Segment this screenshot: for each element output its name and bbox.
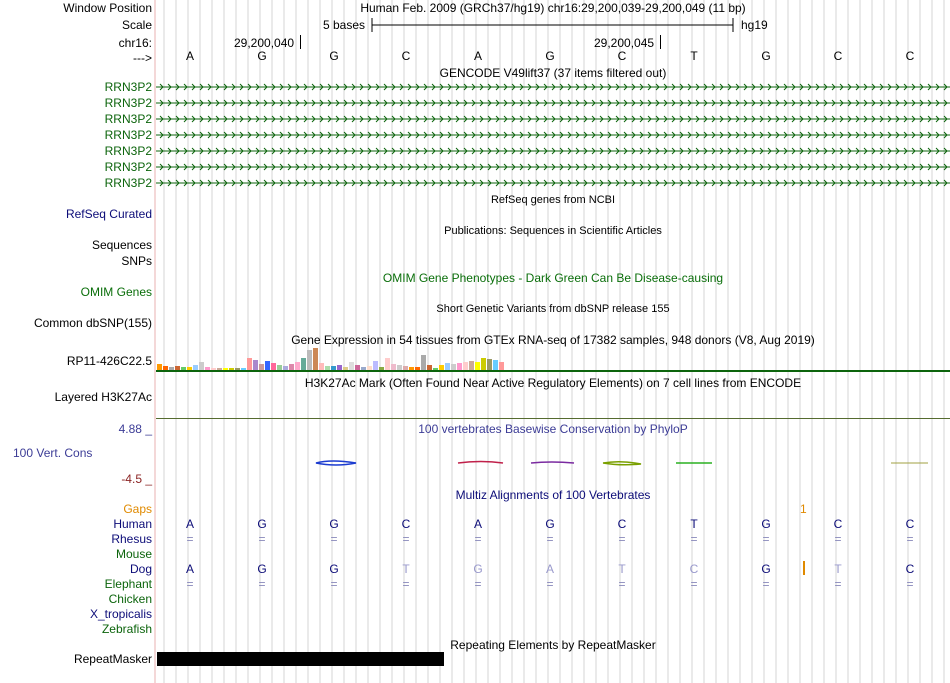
- h3k27-title: H3K27Ac Mark (Often Found Near Active Regulatory Elements) on 7 cell lines from ENCODE: [304, 376, 802, 390]
- sequences-label[interactable]: Sequences: [91, 238, 152, 252]
- gtex-tissue-bar: [169, 367, 174, 370]
- aligned-base: =: [186, 532, 194, 546]
- gtex-tissue-bar: [283, 366, 288, 370]
- repeat-label[interactable]: RepeatMasker: [73, 652, 152, 666]
- scale-bar: [370, 16, 736, 34]
- aligned-base: C: [617, 517, 627, 531]
- gtex-tissue-bar: [475, 362, 480, 370]
- gtex-tissue-bar: [373, 361, 378, 370]
- dbsnp-title: Short Genetic Variants from dbSNP release 155: [436, 303, 670, 315]
- aligned-base: G: [473, 562, 483, 576]
- gtex-tissue-bar: [313, 348, 318, 370]
- gtex-tissue-bar: [385, 358, 390, 370]
- gtex-tissue-bar: [301, 358, 306, 370]
- gtex-tissue-bar: [175, 366, 180, 370]
- aligned-base: G: [257, 517, 267, 531]
- aligned-base: =: [546, 532, 554, 546]
- assembly-label: hg19: [741, 18, 768, 32]
- aligned-base: C: [401, 517, 411, 531]
- omim-title: OMIM Gene Phenotypes - Dark Green Can Be Disease-causing: [382, 271, 724, 285]
- gencode-gene-label[interactable]: RRN3P2: [104, 160, 152, 174]
- gtex-tissue-bar: [409, 367, 414, 370]
- coord-label-1: 29,200,040: [234, 36, 295, 50]
- aligned-base: =: [402, 532, 410, 546]
- window-position-label: Window Position: [63, 1, 152, 15]
- aligned-base: =: [402, 577, 410, 591]
- gtex-tissue-bar: [499, 362, 504, 370]
- base-letter: A: [473, 49, 482, 63]
- base-letter: C: [833, 49, 843, 63]
- cons-label[interactable]: 100 Vert. Cons: [13, 446, 93, 460]
- gencode-gene-label[interactable]: RRN3P2: [104, 128, 152, 142]
- gencode-gene-line[interactable]: [156, 114, 950, 124]
- snps-label[interactable]: SNPs: [121, 254, 152, 268]
- base-letter: A: [185, 49, 194, 63]
- gencode-gene-line[interactable]: [156, 178, 950, 188]
- gtex-tissue-bar: [235, 368, 240, 370]
- gencode-gene-label[interactable]: RRN3P2: [104, 112, 152, 126]
- gencode-gene-label[interactable]: RRN3P2: [104, 144, 152, 158]
- gtex-tissue-bar: [295, 362, 300, 370]
- gtex-tissue-bar: [463, 362, 468, 370]
- aligned-base: =: [474, 532, 482, 546]
- aligned-base: =: [330, 532, 338, 546]
- gencode-gene-line[interactable]: [156, 82, 950, 92]
- dog-gap-marker: [803, 561, 805, 575]
- aligned-base: T: [618, 562, 626, 576]
- aligned-base: =: [330, 577, 338, 591]
- gtex-tissue-bar: [211, 368, 216, 370]
- dbsnp-label[interactable]: Common dbSNP(155): [33, 316, 152, 330]
- refseq-label[interactable]: RefSeq Curated: [65, 207, 152, 221]
- gtex-tissue-bar: [487, 359, 492, 370]
- window-position-value: Human Feb. 2009 (GRCh37/hg19) chr16:29,200,039-29,200,049 (11 bp): [360, 1, 746, 15]
- strand-label: --->: [133, 51, 152, 65]
- gtex-tissue-bar: [397, 365, 402, 370]
- aligned-base: G: [329, 562, 339, 576]
- gtex-tissue-bar: [319, 363, 324, 370]
- aligned-base: =: [690, 577, 698, 591]
- gtex-tissue-bar: [199, 362, 204, 370]
- gencode-gene-label[interactable]: RRN3P2: [104, 80, 152, 94]
- aligned-base: G: [761, 517, 771, 531]
- aligned-base: =: [546, 577, 554, 591]
- multiz-title: Multiz Alignments of 100 Vertebrates: [455, 488, 651, 502]
- gtex-tissue-bar: [445, 363, 450, 370]
- aligned-base: A: [473, 517, 482, 531]
- base-letter: C: [617, 49, 627, 63]
- aligned-base: G: [257, 562, 267, 576]
- coord-tick-1: [300, 35, 301, 49]
- gtex-tissue-bar: [367, 366, 372, 370]
- species-label-mouse[interactable]: Mouse: [115, 547, 152, 561]
- aligned-base: T: [834, 562, 842, 576]
- gtex-tissue-bar: [331, 366, 336, 370]
- aligned-base: =: [258, 532, 266, 546]
- gtex-tissue-bar: [343, 367, 348, 370]
- gtex-tissue-bar: [247, 358, 252, 370]
- gtex-tissue-bar: [223, 368, 228, 370]
- aligned-base: T: [402, 562, 410, 576]
- gtex-tissue-bar: [337, 365, 342, 370]
- gtex-tissue-bar: [253, 360, 258, 370]
- aligned-base: =: [834, 532, 842, 546]
- cons-max-label: 4.88 _: [118, 422, 152, 436]
- gtex-tissue-bar: [439, 365, 444, 370]
- gtex-tissue-bar: [307, 350, 312, 370]
- species-label-elephant[interactable]: Elephant: [104, 577, 152, 591]
- scale-label: Scale: [121, 18, 152, 32]
- species-label-x_tropicalis[interactable]: X_tropicalis: [89, 607, 152, 621]
- aligned-base: =: [186, 577, 194, 591]
- gtex-tissue-bar: [493, 360, 498, 370]
- pubs-title: Publications: Sequences in Scientific Articles: [444, 225, 662, 237]
- species-label-chicken[interactable]: Chicken: [108, 592, 152, 606]
- gtex-tissue-bar: [187, 367, 192, 370]
- base-letter: G: [761, 49, 771, 63]
- gtex-tissue-bar: [163, 366, 168, 370]
- aligned-base: C: [689, 562, 699, 576]
- aligned-base: =: [762, 577, 770, 591]
- base-letter: T: [690, 49, 698, 63]
- aligned-base: C: [833, 517, 843, 531]
- aligned-base: G: [761, 562, 771, 576]
- gencode-gene-line[interactable]: [156, 98, 950, 108]
- gtex-tissue-bar: [241, 368, 246, 370]
- gtex-tissue-bar: [451, 364, 456, 370]
- aligned-base: =: [618, 532, 626, 546]
- aligned-base: T: [690, 517, 698, 531]
- h3k27-label[interactable]: Layered H3K27Ac: [54, 390, 152, 404]
- aligned-base: =: [762, 532, 770, 546]
- gtex-expression-bars[interactable]: [156, 346, 950, 372]
- base-letter: C: [401, 49, 411, 63]
- gtex-tissue-bar: [361, 367, 366, 370]
- gencode-gene-line[interactable]: [156, 130, 950, 140]
- gtex-tissue-bar: [265, 361, 270, 370]
- aligned-base: =: [474, 577, 482, 591]
- gtex-tissue-bar: [349, 362, 354, 370]
- repeat-element-block[interactable]: [157, 652, 444, 666]
- gtex-tissue-bar: [217, 368, 222, 370]
- gtex-tissue-bar: [457, 363, 462, 370]
- species-label-rhesus[interactable]: Rhesus: [111, 532, 152, 546]
- aligned-base: C: [905, 562, 915, 576]
- gtex-label[interactable]: RP11-426C22.5: [66, 354, 152, 368]
- aligned-base: =: [618, 577, 626, 591]
- gtex-tissue-bar: [289, 364, 294, 370]
- h3k27-baseline: [156, 418, 950, 419]
- gencode-gene-line[interactable]: [156, 146, 950, 156]
- species-label-zebrafish[interactable]: Zebrafish: [101, 622, 152, 636]
- cons-min-label: -4.5 _: [121, 472, 152, 486]
- gtex-tissue-bar: [193, 365, 198, 370]
- gtex-tissue-bar: [205, 367, 210, 370]
- cons-title: 100 vertebrates Basewise Conservation by PhyloP: [418, 422, 688, 436]
- aligned-base: C: [905, 517, 915, 531]
- aligned-base: =: [258, 577, 266, 591]
- coord-label-2: 29,200,045: [594, 36, 655, 50]
- gencode-gene-label[interactable]: RRN3P2: [104, 96, 152, 110]
- base-letter: G: [257, 49, 267, 63]
- species-label-dog[interactable]: Dog: [129, 562, 152, 576]
- aligned-base: G: [545, 517, 555, 531]
- scale-text: 5 bases: [323, 18, 366, 32]
- gaps-marker: 1: [800, 502, 807, 516]
- species-label-human[interactable]: Human: [113, 517, 152, 531]
- gtex-tissue-bar: [259, 364, 264, 370]
- base-letter: G: [329, 49, 339, 63]
- gtex-tissue-bar: [469, 361, 474, 370]
- gtex-tissue-bar: [415, 367, 420, 370]
- gencode-title: GENCODE V49lift37 (37 items filtered out): [439, 66, 667, 80]
- aligned-base: =: [906, 532, 914, 546]
- gtex-title: Gene Expression in 54 tissues from GTEx RNA-seq of 17382 samples, 948 donors (V8, Aug 2019): [291, 333, 815, 347]
- gtex-tissue-bar: [481, 358, 486, 370]
- gtex-tissue-bar: [271, 363, 276, 370]
- aligned-base: =: [690, 532, 698, 546]
- aligned-base: A: [545, 562, 554, 576]
- gtex-tissue-bar: [421, 355, 426, 370]
- base-letter: G: [545, 49, 555, 63]
- gtex-tissue-bar: [277, 365, 282, 370]
- chrom-label: chr16:: [118, 36, 152, 50]
- gtex-tissue-bar: [325, 366, 330, 370]
- gtex-tissue-bar: [355, 365, 360, 370]
- repeat-title: Repeating Elements by RepeatMasker: [450, 638, 656, 652]
- gtex-tissue-bar: [427, 365, 432, 370]
- aligned-base: A: [185, 517, 194, 531]
- gtex-tissue-bar: [157, 364, 162, 370]
- aligned-base: =: [906, 577, 914, 591]
- gtex-tissue-bar: [403, 366, 408, 370]
- gtex-tissue-bar: [229, 368, 234, 370]
- gtex-tissue-bar: [181, 367, 186, 370]
- coord-tick-2: [660, 35, 661, 49]
- base-letter: C: [905, 49, 915, 63]
- gtex-tissue-bar: [433, 368, 438, 370]
- aligned-base: G: [329, 517, 339, 531]
- gtex-tissue-bar: [391, 364, 396, 370]
- aligned-base: A: [185, 562, 194, 576]
- gtex-tissue-bar: [379, 367, 384, 370]
- omim-label[interactable]: OMIM Genes: [80, 285, 152, 299]
- gaps-label[interactable]: Gaps: [123, 502, 152, 516]
- base-sequence: [0, 49, 950, 63]
- aligned-base: =: [834, 577, 842, 591]
- refseq-title: RefSeq genes from NCBI: [490, 194, 616, 206]
- gencode-gene-line[interactable]: [156, 162, 950, 172]
- cons-wiggle[interactable]: [156, 455, 950, 471]
- gencode-gene-label[interactable]: RRN3P2: [104, 176, 152, 190]
